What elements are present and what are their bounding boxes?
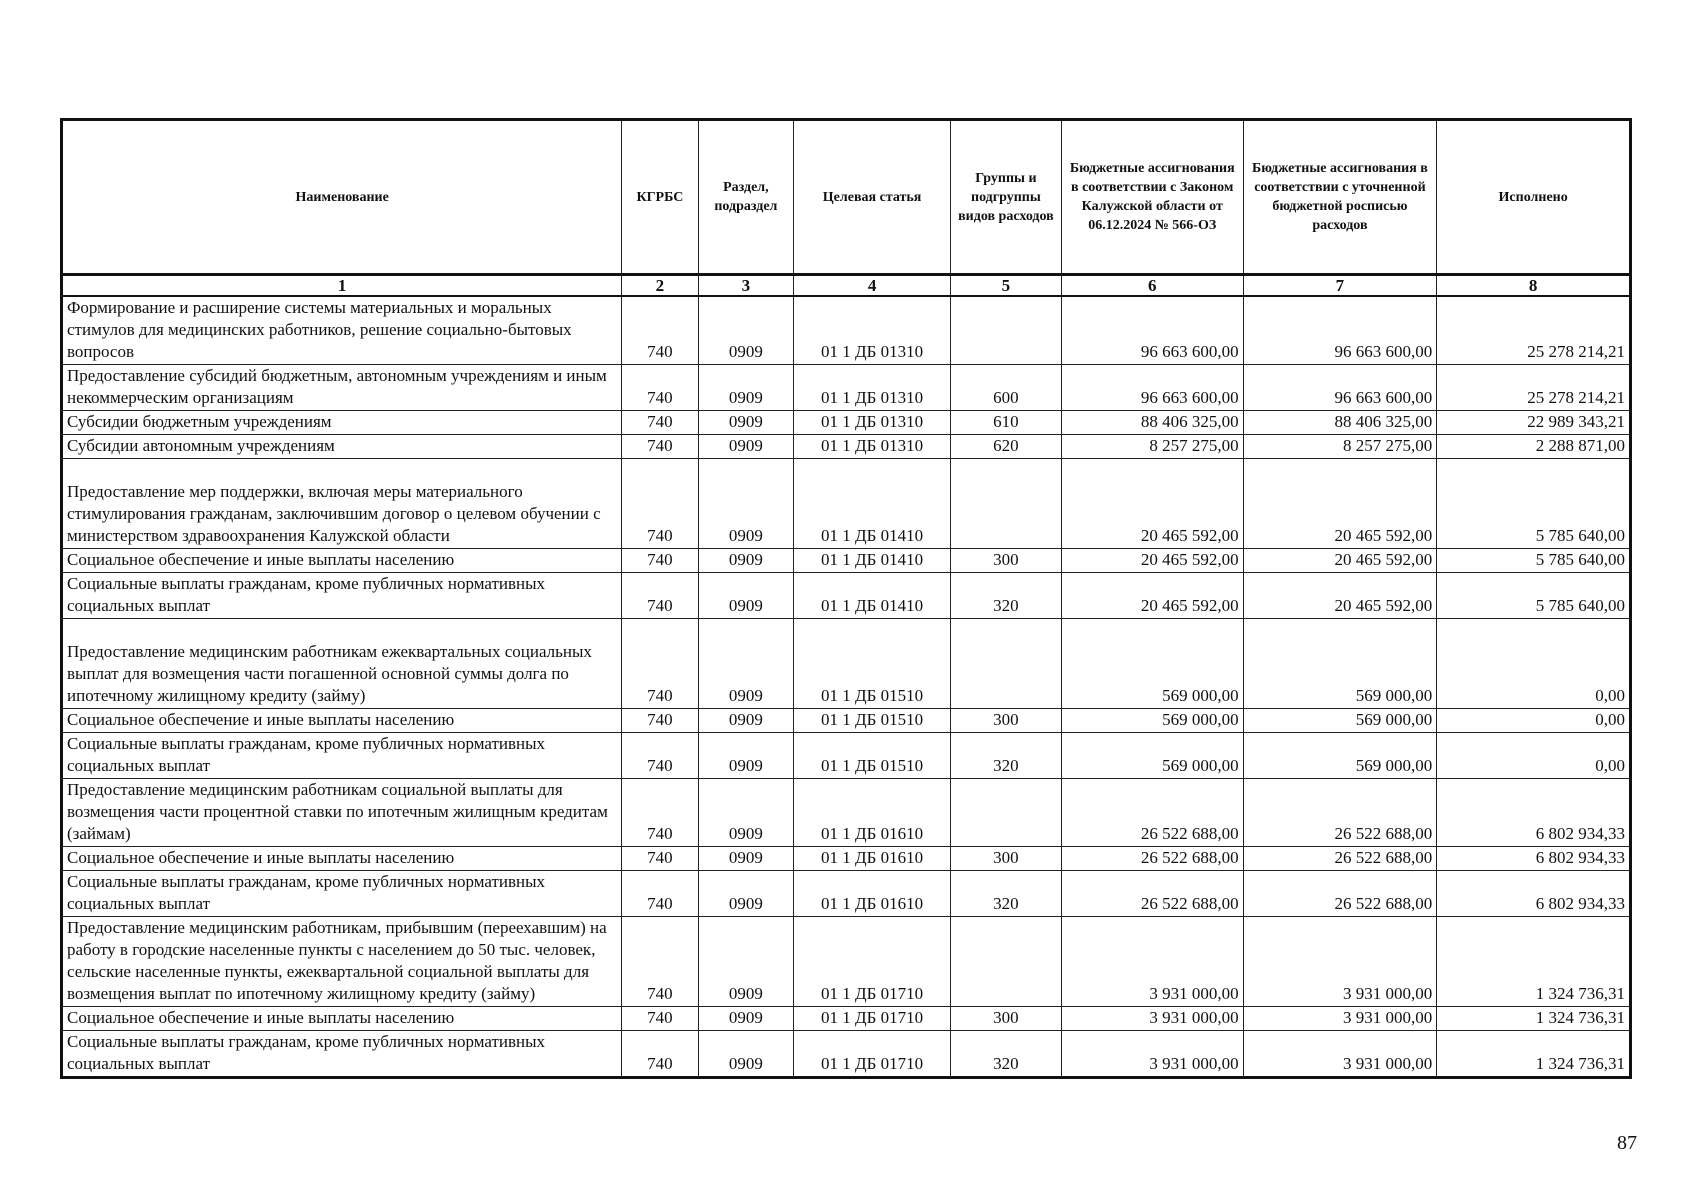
budget-table bbox=[60, 118, 1632, 1079]
row-law-amount-cell: 569 000,00 bbox=[1061, 709, 1243, 733]
table-row bbox=[62, 871, 1631, 917]
row-law-amount-cell: 569 000,00 bbox=[1061, 619, 1243, 709]
row-name-cell: Субсидии бюджетным учреждениям bbox=[62, 411, 622, 435]
table-row bbox=[62, 411, 1631, 435]
row-rospis-amount-cell: 20 465 592,00 bbox=[1243, 549, 1437, 573]
row-statya-cell: 01 1 ДБ 01410 bbox=[794, 573, 951, 619]
table-row bbox=[62, 779, 1631, 847]
row-done-amount-cell: 1 324 736,31 bbox=[1437, 1007, 1631, 1031]
row-done-amount-cell: 1 324 736,31 bbox=[1437, 917, 1631, 1007]
row-law-amount-cell: 96 663 600,00 bbox=[1061, 365, 1243, 411]
row-statya-cell: 01 1 ДБ 01710 bbox=[794, 1007, 951, 1031]
row-statya-cell: 01 1 ДБ 01610 bbox=[794, 871, 951, 917]
row-razdel-cell: 0909 bbox=[698, 733, 794, 779]
row-done-amount-cell: 0,00 bbox=[1437, 709, 1631, 733]
column-number: 6 bbox=[1061, 275, 1243, 297]
row-statya-cell: 01 1 ДБ 01710 bbox=[794, 1031, 951, 1078]
row-rospis-amount-cell: 8 257 275,00 bbox=[1243, 435, 1437, 459]
row-kgrbs-cell: 740 bbox=[622, 296, 698, 365]
row-name-cell: Социальное обеспечение и иные выплаты населению bbox=[62, 709, 622, 733]
header-row bbox=[62, 120, 1631, 275]
row-statya-cell: 01 1 ДБ 01610 bbox=[794, 779, 951, 847]
header-rospis: Бюджетные ассигнования в соответствии с уточненной бюджетной росписью расходов bbox=[1243, 120, 1437, 275]
table-row bbox=[62, 733, 1631, 779]
row-kgrbs-cell: 740 bbox=[622, 1031, 698, 1078]
row-vid-cell: 320 bbox=[950, 1031, 1061, 1078]
row-razdel-cell: 0909 bbox=[698, 549, 794, 573]
row-kgrbs-cell: 740 bbox=[622, 435, 698, 459]
row-name-cell: Социальное обеспечение и иные выплаты населению bbox=[62, 1007, 622, 1031]
row-kgrbs-cell: 740 bbox=[622, 365, 698, 411]
row-statya-cell: 01 1 ДБ 01510 bbox=[794, 619, 951, 709]
row-rospis-amount-cell: 96 663 600,00 bbox=[1243, 296, 1437, 365]
row-kgrbs-cell: 740 bbox=[622, 549, 698, 573]
table-row bbox=[62, 549, 1631, 573]
column-number: 7 bbox=[1243, 275, 1437, 297]
row-rospis-amount-cell: 26 522 688,00 bbox=[1243, 871, 1437, 917]
table-row bbox=[62, 1007, 1631, 1031]
row-done-amount-cell: 0,00 bbox=[1437, 619, 1631, 709]
table-body bbox=[62, 296, 1631, 1078]
table-row bbox=[62, 459, 1631, 549]
row-name-cell: Субсидии автономным учреждениям bbox=[62, 435, 622, 459]
row-rospis-amount-cell: 20 465 592,00 bbox=[1243, 459, 1437, 549]
row-law-amount-cell: 3 931 000,00 bbox=[1061, 1007, 1243, 1031]
row-razdel-cell: 0909 bbox=[698, 573, 794, 619]
table-row bbox=[62, 619, 1631, 709]
row-kgrbs-cell: 740 bbox=[622, 733, 698, 779]
row-name-cell: Предоставление субсидий бюджетным, автономным учреждениям и иным некоммерческим организациям bbox=[62, 365, 622, 411]
row-statya-cell: 01 1 ДБ 01510 bbox=[794, 733, 951, 779]
row-vid-cell bbox=[950, 917, 1061, 1007]
row-vid-cell: 300 bbox=[950, 709, 1061, 733]
row-done-amount-cell: 25 278 214,21 bbox=[1437, 296, 1631, 365]
row-vid-cell: 620 bbox=[950, 435, 1061, 459]
row-kgrbs-cell: 740 bbox=[622, 411, 698, 435]
row-name-cell: Предоставление медицинским работникам, прибывшим (переехавшим) на работу в городские населенные пункты с населением до 50 тыс. человек, сельские населенные пункты, ежеквартальной социальной выплаты для возмещения выплат по ипотечному жилищному кредиту (займу) bbox=[62, 917, 622, 1007]
row-law-amount-cell: 8 257 275,00 bbox=[1061, 435, 1243, 459]
row-kgrbs-cell: 740 bbox=[622, 917, 698, 1007]
page-number: 87 bbox=[1617, 1132, 1637, 1154]
row-razdel-cell: 0909 bbox=[698, 365, 794, 411]
table-row bbox=[62, 917, 1631, 1007]
row-done-amount-cell: 22 989 343,21 bbox=[1437, 411, 1631, 435]
column-number: 8 bbox=[1437, 275, 1631, 297]
row-razdel-cell: 0909 bbox=[698, 296, 794, 365]
row-statya-cell: 01 1 ДБ 01310 bbox=[794, 411, 951, 435]
row-done-amount-cell: 5 785 640,00 bbox=[1437, 573, 1631, 619]
row-done-amount-cell: 25 278 214,21 bbox=[1437, 365, 1631, 411]
row-razdel-cell: 0909 bbox=[698, 435, 794, 459]
column-number: 2 bbox=[622, 275, 698, 297]
row-vid-cell: 300 bbox=[950, 549, 1061, 573]
column-number: 5 bbox=[950, 275, 1061, 297]
row-vid-cell bbox=[950, 779, 1061, 847]
row-name-cell: Социальное обеспечение и иные выплаты населению bbox=[62, 549, 622, 573]
row-vid-cell: 320 bbox=[950, 871, 1061, 917]
row-razdel-cell: 0909 bbox=[698, 411, 794, 435]
row-statya-cell: 01 1 ДБ 01310 bbox=[794, 296, 951, 365]
table-row bbox=[62, 1031, 1631, 1078]
row-kgrbs-cell: 740 bbox=[622, 871, 698, 917]
row-vid-cell: 300 bbox=[950, 1007, 1061, 1031]
header-done: Исполнено bbox=[1437, 120, 1631, 275]
row-done-amount-cell: 5 785 640,00 bbox=[1437, 459, 1631, 549]
row-name-cell: Предоставление медицинским работникам социальной выплаты для возмещения части процентной ставки по ипотечным жилищным кредитам (займам) bbox=[62, 779, 622, 847]
header-law: Бюджетные ассигнования в соответствии с Законом Калужской области от 06.12.2024 № 566-ОЗ bbox=[1061, 120, 1243, 275]
row-law-amount-cell: 569 000,00 bbox=[1061, 733, 1243, 779]
row-done-amount-cell: 1 324 736,31 bbox=[1437, 1031, 1631, 1078]
row-law-amount-cell: 26 522 688,00 bbox=[1061, 847, 1243, 871]
row-rospis-amount-cell: 569 000,00 bbox=[1243, 709, 1437, 733]
column-number: 3 bbox=[698, 275, 794, 297]
row-razdel-cell: 0909 bbox=[698, 619, 794, 709]
row-statya-cell: 01 1 ДБ 01510 bbox=[794, 709, 951, 733]
row-statya-cell: 01 1 ДБ 01610 bbox=[794, 847, 951, 871]
row-rospis-amount-cell: 569 000,00 bbox=[1243, 733, 1437, 779]
header-razdel: Раздел, подраздел bbox=[698, 120, 794, 275]
row-done-amount-cell: 6 802 934,33 bbox=[1437, 779, 1631, 847]
row-name-cell: Социальное обеспечение и иные выплаты населению bbox=[62, 847, 622, 871]
row-kgrbs-cell: 740 bbox=[622, 847, 698, 871]
row-statya-cell: 01 1 ДБ 01410 bbox=[794, 459, 951, 549]
row-rospis-amount-cell: 3 931 000,00 bbox=[1243, 1031, 1437, 1078]
row-law-amount-cell: 20 465 592,00 bbox=[1061, 459, 1243, 549]
row-law-amount-cell: 3 931 000,00 bbox=[1061, 917, 1243, 1007]
row-rospis-amount-cell: 3 931 000,00 bbox=[1243, 1007, 1437, 1031]
row-rospis-amount-cell: 3 931 000,00 bbox=[1243, 917, 1437, 1007]
header-kgrbs: КГРБС bbox=[622, 120, 698, 275]
row-razdel-cell: 0909 bbox=[698, 1031, 794, 1078]
row-name-cell: Предоставление мер поддержки, включая меры материального стимулирования гражданам, заключившим договор о целевом обучении с министерством здравоохранения Калужской области bbox=[62, 459, 622, 549]
row-done-amount-cell: 0,00 bbox=[1437, 733, 1631, 779]
row-name-cell: Формирование и расширение системы материальных и моральных стимулов для медицинских работников, решение социально-бытовых вопросов bbox=[62, 296, 622, 365]
row-name-cell: Социальные выплаты гражданам, кроме публичных нормативных социальных выплат bbox=[62, 733, 622, 779]
row-razdel-cell: 0909 bbox=[698, 709, 794, 733]
budget-table-sheet bbox=[60, 118, 1632, 1079]
table-row bbox=[62, 847, 1631, 871]
row-statya-cell: 01 1 ДБ 01310 bbox=[794, 365, 951, 411]
header-statya: Целевая статья bbox=[794, 120, 951, 275]
row-law-amount-cell: 20 465 592,00 bbox=[1061, 573, 1243, 619]
row-razdel-cell: 0909 bbox=[698, 847, 794, 871]
row-razdel-cell: 0909 bbox=[698, 459, 794, 549]
row-vid-cell: 320 bbox=[950, 573, 1061, 619]
header-name: Наименование bbox=[62, 120, 622, 275]
table-row bbox=[62, 365, 1631, 411]
row-law-amount-cell: 88 406 325,00 bbox=[1061, 411, 1243, 435]
row-name-cell: Социальные выплаты гражданам, кроме публичных нормативных социальных выплат bbox=[62, 573, 622, 619]
row-statya-cell: 01 1 ДБ 01410 bbox=[794, 549, 951, 573]
row-name-cell: Социальные выплаты гражданам, кроме публичных нормативных социальных выплат bbox=[62, 1031, 622, 1078]
row-vid-cell: 300 bbox=[950, 847, 1061, 871]
table-row bbox=[62, 709, 1631, 733]
column-number: 1 bbox=[62, 275, 622, 297]
row-vid-cell: 320 bbox=[950, 733, 1061, 779]
row-kgrbs-cell: 740 bbox=[622, 709, 698, 733]
column-number-row bbox=[62, 275, 1631, 297]
row-vid-cell: 610 bbox=[950, 411, 1061, 435]
row-done-amount-cell: 5 785 640,00 bbox=[1437, 549, 1631, 573]
row-done-amount-cell: 6 802 934,33 bbox=[1437, 871, 1631, 917]
row-law-amount-cell: 26 522 688,00 bbox=[1061, 779, 1243, 847]
row-done-amount-cell: 2 288 871,00 bbox=[1437, 435, 1631, 459]
row-rospis-amount-cell: 26 522 688,00 bbox=[1243, 779, 1437, 847]
row-vid-cell: 600 bbox=[950, 365, 1061, 411]
row-rospis-amount-cell: 20 465 592,00 bbox=[1243, 573, 1437, 619]
row-razdel-cell: 0909 bbox=[698, 871, 794, 917]
row-razdel-cell: 0909 bbox=[698, 779, 794, 847]
row-rospis-amount-cell: 88 406 325,00 bbox=[1243, 411, 1437, 435]
row-razdel-cell: 0909 bbox=[698, 917, 794, 1007]
row-kgrbs-cell: 740 bbox=[622, 619, 698, 709]
row-name-cell: Предоставление медицинским работникам ежеквартальных социальных выплат для возмещения части погашенной основной суммы долга по ипотечному жилищному кредиту (займу) bbox=[62, 619, 622, 709]
row-statya-cell: 01 1 ДБ 01310 bbox=[794, 435, 951, 459]
row-vid-cell bbox=[950, 459, 1061, 549]
row-law-amount-cell: 20 465 592,00 bbox=[1061, 549, 1243, 573]
table-row bbox=[62, 435, 1631, 459]
row-kgrbs-cell: 740 bbox=[622, 573, 698, 619]
column-number: 4 bbox=[794, 275, 951, 297]
row-rospis-amount-cell: 26 522 688,00 bbox=[1243, 847, 1437, 871]
row-statya-cell: 01 1 ДБ 01710 bbox=[794, 917, 951, 1007]
table-row bbox=[62, 573, 1631, 619]
row-kgrbs-cell: 740 bbox=[622, 459, 698, 549]
row-rospis-amount-cell: 96 663 600,00 bbox=[1243, 365, 1437, 411]
row-name-cell: Социальные выплаты гражданам, кроме публичных нормативных социальных выплат bbox=[62, 871, 622, 917]
header-vid: Группы и подгруппы видов расходов bbox=[950, 120, 1061, 275]
row-law-amount-cell: 3 931 000,00 bbox=[1061, 1031, 1243, 1078]
row-done-amount-cell: 6 802 934,33 bbox=[1437, 847, 1631, 871]
row-vid-cell bbox=[950, 296, 1061, 365]
row-law-amount-cell: 26 522 688,00 bbox=[1061, 871, 1243, 917]
row-kgrbs-cell: 740 bbox=[622, 1007, 698, 1031]
row-razdel-cell: 0909 bbox=[698, 1007, 794, 1031]
row-rospis-amount-cell: 569 000,00 bbox=[1243, 619, 1437, 709]
row-kgrbs-cell: 740 bbox=[622, 779, 698, 847]
row-vid-cell bbox=[950, 619, 1061, 709]
table-row bbox=[62, 296, 1631, 365]
row-law-amount-cell: 96 663 600,00 bbox=[1061, 296, 1243, 365]
